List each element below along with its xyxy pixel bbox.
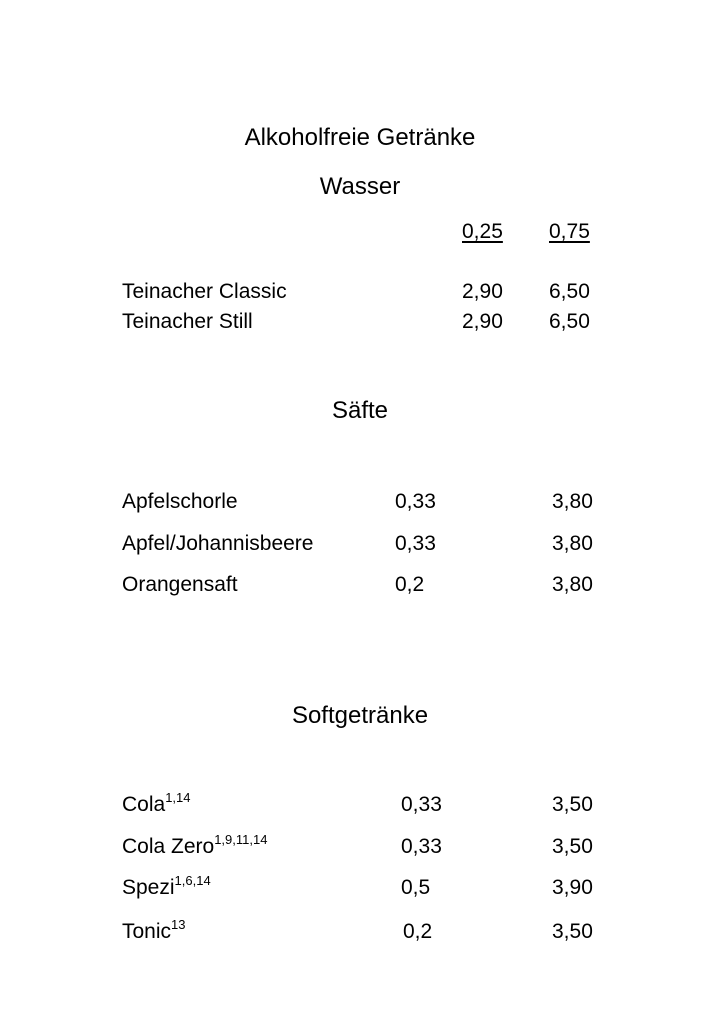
item-price: 3,80 <box>552 532 593 555</box>
item-price: 3,90 <box>552 876 593 899</box>
item-name: Tonic <box>122 920 172 943</box>
item-name-line <box>122 832 268 859</box>
allergen-note: 1,6,14 <box>174 873 211 888</box>
item-size: 0,33 <box>395 532 436 555</box>
item-price-small: 2,90 <box>462 310 503 333</box>
item-name: Teinacher Still <box>122 310 253 333</box>
item-name: Teinacher Classic <box>122 280 287 303</box>
section-heading-saefte: Säfte <box>331 397 389 424</box>
page-title: Alkoholfreie Getränke <box>244 124 476 151</box>
allergen-note: 13 <box>171 917 186 932</box>
item-price: 3,80 <box>552 573 593 596</box>
item-name: Apfelschorle <box>122 490 238 513</box>
item-size: 0,33 <box>401 793 442 816</box>
column-header-0-25: 0,25 <box>462 220 503 243</box>
item-name: Spezi <box>122 876 175 899</box>
item-price: 3,80 <box>552 490 593 513</box>
item-name: Orangensaft <box>122 573 238 596</box>
section-heading-wasser: Wasser <box>319 173 401 200</box>
item-price-small: 2,90 <box>462 280 503 303</box>
item-size: 0,2 <box>395 573 425 596</box>
item-price-large: 6,50 <box>549 310 590 333</box>
allergen-note: 1,14 <box>165 790 191 805</box>
item-name: Cola Zero <box>122 835 215 858</box>
item-name-line <box>122 790 191 817</box>
column-header-0-75: 0,75 <box>549 220 590 243</box>
allergen-note: 1,9,11,14 <box>214 832 268 847</box>
item-price: 3,50 <box>552 920 593 943</box>
item-price-large: 6,50 <box>549 280 590 303</box>
section-heading-softgetraenke: Softgetränke <box>291 702 429 729</box>
item-name-line <box>122 873 211 900</box>
item-price: 3,50 <box>552 793 593 816</box>
item-price: 3,50 <box>552 835 593 858</box>
item-size: 0,2 <box>403 920 433 943</box>
item-name: Apfel/Johannisbeere <box>122 532 314 555</box>
item-name-line <box>122 917 186 944</box>
item-name: Cola <box>122 793 166 816</box>
item-size: 0,5 <box>401 876 431 899</box>
item-size: 0,33 <box>401 835 442 858</box>
item-size: 0,33 <box>395 490 436 513</box>
